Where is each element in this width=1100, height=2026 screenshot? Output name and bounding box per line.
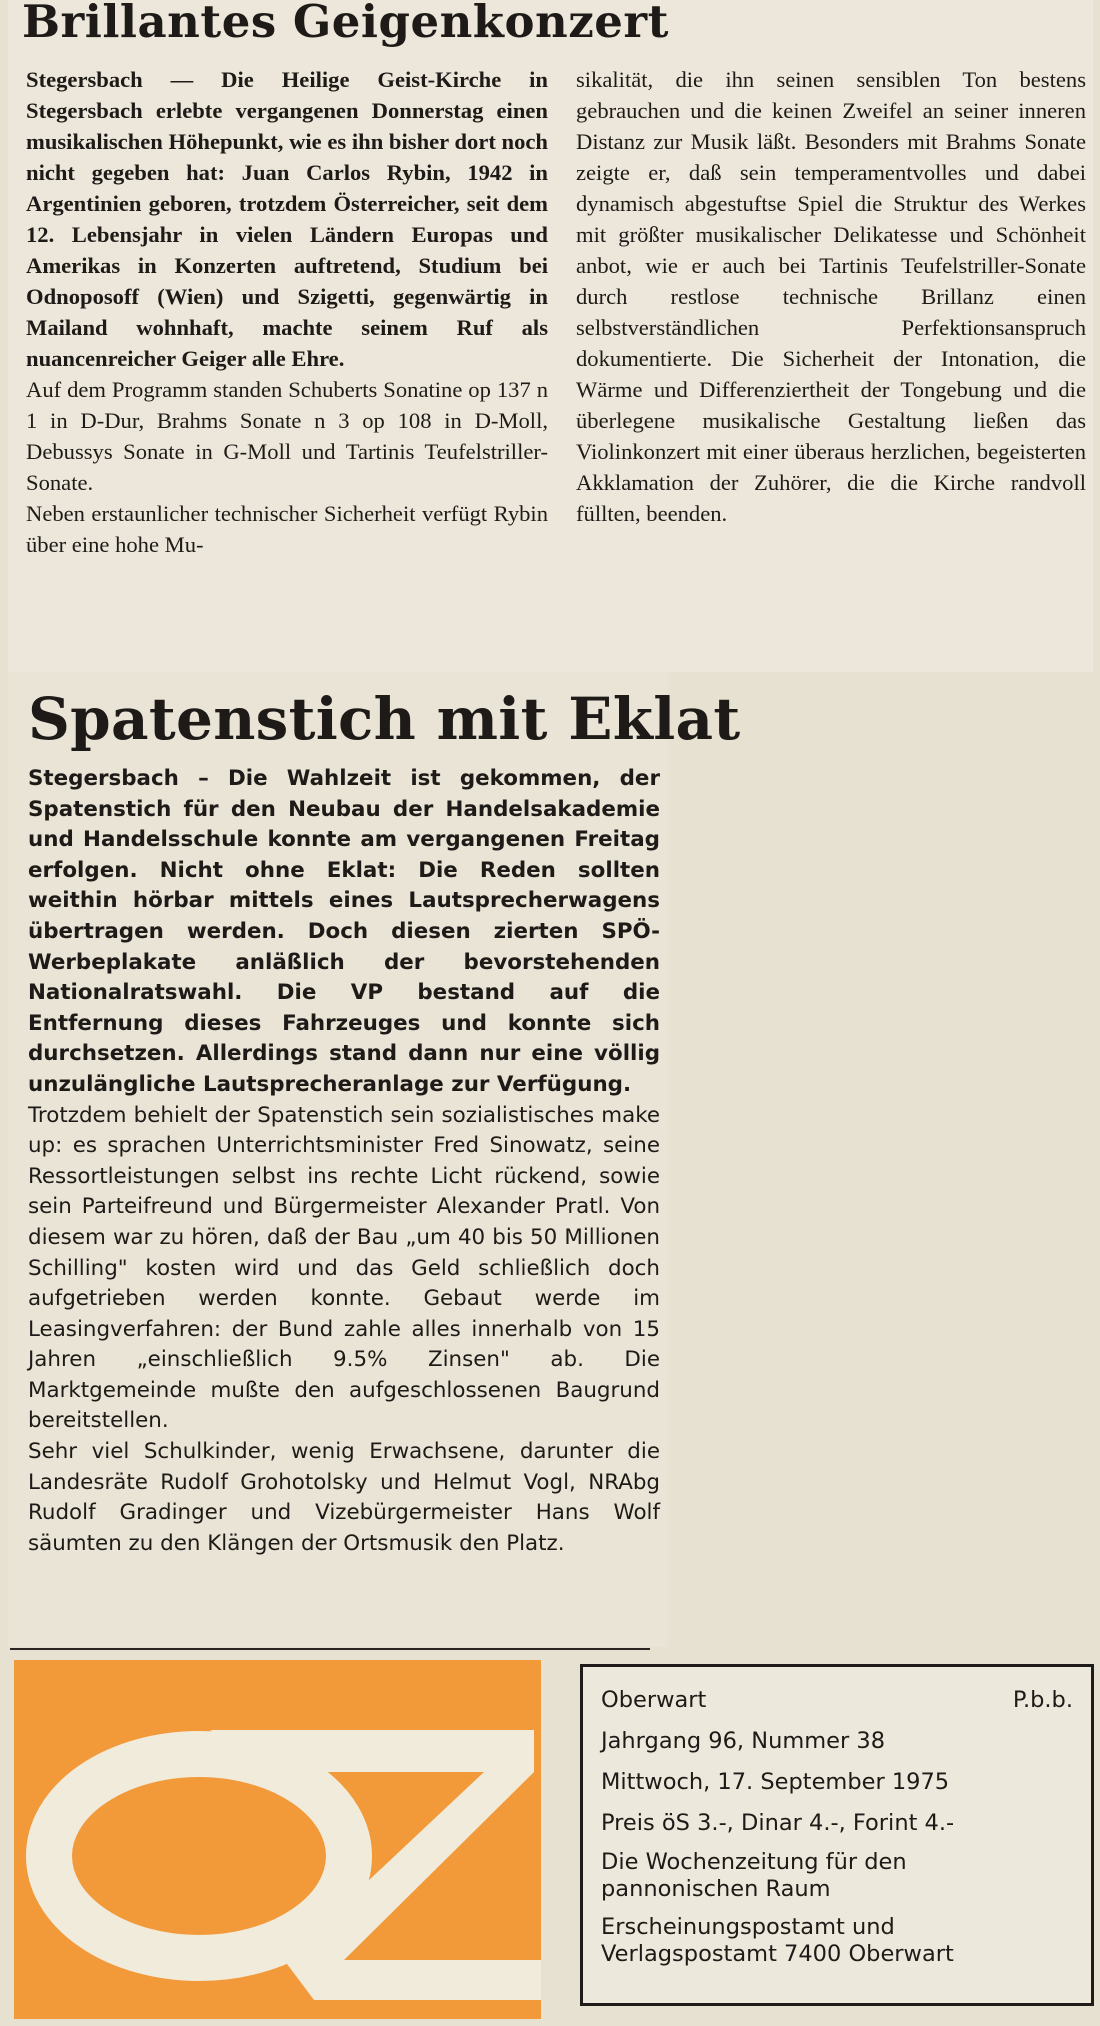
article-paragraph: Sehr viel Schulkinder, wenig Erwachsene, darunter die Landesräte Rudolf Grohotolsky und Helmut Vogl, NRAbg Rudolf Gradinger und Vizebürgermeister Hans Wolf säumten zu den Klängen der Ortsmusik den Platz. <box>28 1439 660 1556</box>
postal-mark: P.b.b. <box>1012 1687 1073 1713</box>
article-lead: Stegersbach — Die Heilige Geist-Kirche in Stegersbach erlebte vergangenen Donnerstag einen musikalischen Höhepunkt, wie es ihn bisher dort noch nicht gegeben hat: Juan Carlos Rybin, 1942 in Argentinien geboren, trotzdem Österreicher, seit dem 12. Lebensjahr in vielen Ländern Europas und Amerikas in Konzerten auftretend, Studium bei Odnoposoff (Wien) und Szigetti, gegenwärtig in Mailand wohnhaft, machte seinem Ruf als nuancenreicher Geiger alle Ehre. <box>26 67 548 371</box>
oz-logo-icon <box>14 1660 541 2019</box>
article-paragraph: Trotzdem behielt der Spatenstich sein sozialistisches make up: es sprachen Unterrichtsminister Fred Sinowatz, seine Ressortleistungen selbst ins rechte Licht rückend, sowie sein Parteifreund und Bürgermeister Alexander Pratl. Von diesem war zu hören, daß der Bau „um 40 bis 50 Millionen Schilling" kosten wird und das Geld schließlich doch aufgetrieben werden konnte. Gebaut werde im Leasingverfahren: der Bund zahle alles innerhalb von 15 Jahren „einschließlich 9.5% Zinsen" ab. Die Marktgemeinde mußte den aufgeschlossenen Baugrund bereitstellen. <box>28 1102 660 1434</box>
issue-number: Jahrgang 96, Nummer 38 <box>601 1728 886 1754</box>
article-lead: Stegersbach – Die Wahlzeit ist gekommen, der Spatenstich für den Neubau der Handelsakademie und Handelsschule konnte am vergangenen Freitag erfolgen. Nicht ohne Eklat: Die Reden sollten weithin hörbar mittels eines Lautsprecherwagens übertragen werden. Doch diesen zierten SPÖ-Werbeplakate anläßlich der bevorstehenden Nationalratswahl. Die VP bestand auf die Entfernung dieses Fahrzeuges und konnte sich durchsetzen. Allerdings stand dann nur eine völlig unzulängliche Lautsprecheranlage zur Verfügung. <box>28 766 660 1097</box>
post-office: Erscheinungspostamt und Verlagspostamt 7400 Oberwart <box>601 1914 954 1967</box>
article-spatenstich <box>8 672 741 1647</box>
article-column-left <box>26 64 548 560</box>
masthead-info-box <box>580 1664 1094 2006</box>
article-column <box>28 764 660 1559</box>
article-geigenkonzert <box>8 0 1093 672</box>
tagline: Die Wochenzeitung für den pannonischen Raum <box>601 1849 907 1902</box>
masthead-first-row <box>601 1685 1073 1715</box>
article-paragraph: Auf dem Programm standen Schuberts Sonatine op 137 n 1 in D-Dur, Brahms Sonate n 3 op 108 in D-Moll, Debussys Sonate in G-Moll und Tartinis Teufelstriller-Sonate. <box>26 377 548 495</box>
article-title: Brillantes Geigenkonzert <box>22 0 669 48</box>
issue-date: Mittwoch, 17. September 1975 <box>601 1769 950 1795</box>
place-name: Oberwart <box>601 1687 707 1713</box>
article-column-right <box>576 64 1086 529</box>
article-title: Spatenstich mit Eklat <box>28 685 741 753</box>
issue-price: Preis öS 3.-, Dinar 4.-, Forint 4.- <box>601 1810 955 1836</box>
article-paragraph: Neben erstaunlicher technischer Sicherheit verfügt Rybin über eine hohe Mu- <box>26 501 548 557</box>
divider-rule <box>10 1648 650 1650</box>
article-paragraph: sikalität, die ihn seinen sensiblen Ton bestens gebrauchen und die keinen Zweifel an seiner inneren Distanz zur Musik läßt. Besonders mit Brahms Sonate zeigte er, daß sein temperamentvolles und dabei dynamisch abgestuftse Spiel die Struktur des Werkes mit größter musikalischer Delikatesse und Schönheit anbot, wie er auch bei Tartinis Teufelstriller-Sonate durch restlose technische Brillanz einen selbstverständlichen Perfektionsanspruch dokumentierte. Die Sicherheit der Intonation, die Wärme und Differenziertheit der Tongebung und die überlegene musikalische Gestaltung ließen das Violinkonzert mit einer überaus herzlichen, begeisterten Akklamation der Zuhörer, die die Kirche randvoll füllten, beenden. <box>576 67 1086 526</box>
